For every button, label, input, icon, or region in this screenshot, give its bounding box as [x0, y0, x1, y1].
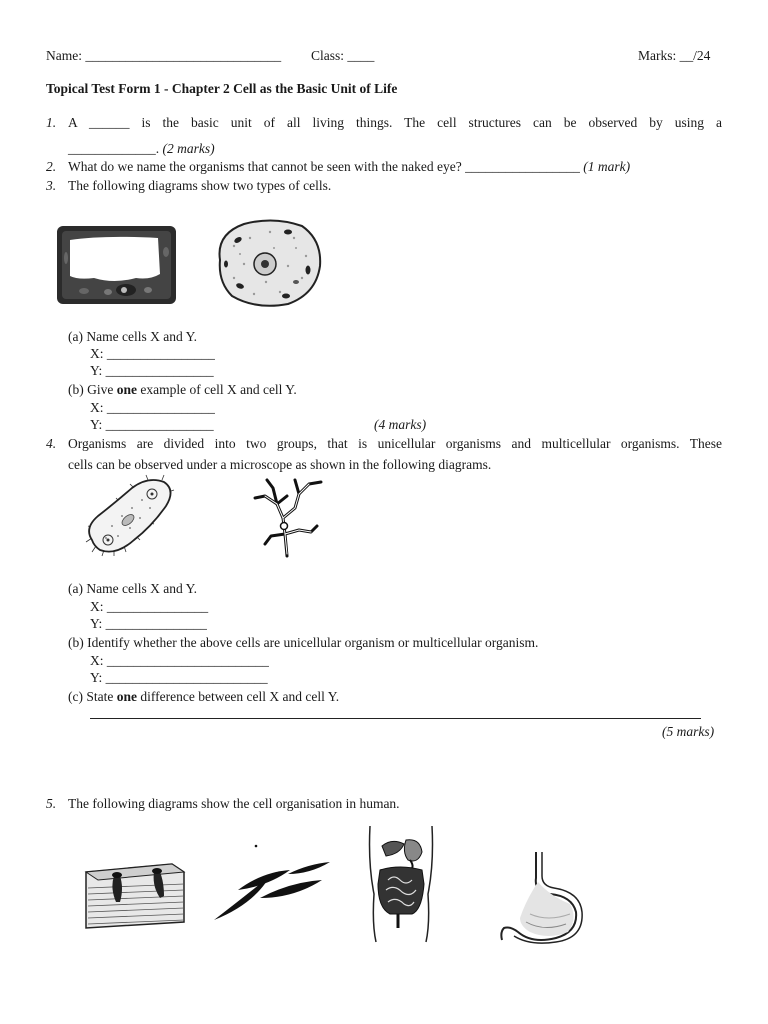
question-4-marks: (5 marks)	[662, 724, 715, 739]
question-3a	[68, 329, 197, 345]
question-3b-answer-y: Y: ________________	[90, 417, 214, 432]
paramecium-diagram	[82, 474, 178, 558]
question-3b-text-pre: Give	[87, 382, 117, 397]
question-4-number: 4.	[46, 436, 57, 451]
question-4b-answer-y: Y: ________________________	[90, 670, 268, 685]
question-4b-answer-x: X: ________________________	[90, 653, 269, 668]
question-3b-text-bold: one	[116, 382, 137, 397]
question-4-text-line2: cells can be observed under a microscope as shown in the following diagrams.	[68, 457, 492, 472]
question-4b	[68, 635, 538, 651]
question-4-text-line1: Organisms are divided into two groups, that is unicellular organisms and multicellular organisms. These	[68, 436, 722, 451]
question-4a-answer-x: X: _______________	[90, 599, 209, 614]
question-3a-label: (a)	[68, 329, 83, 344]
question-3a-text: Name cells X and Y.	[86, 329, 197, 344]
question-2	[68, 159, 630, 175]
marks-total-label: Marks: __/24	[638, 48, 711, 63]
question-4a-label: (a)	[68, 581, 83, 596]
question-4a	[68, 581, 197, 597]
question-4b-label: (b)	[68, 635, 84, 650]
question-3b-answer-x: X: ________________	[90, 400, 215, 415]
question-1-number: 1.	[46, 115, 57, 130]
question-3b-text-post: example of cell X and cell Y.	[137, 382, 297, 397]
tissue-diagram	[80, 858, 190, 930]
question-1-blank-line: _____________.	[68, 141, 160, 156]
question-4b-text: Identify whether the above cells are unicellular organism or multicellular organism.	[87, 635, 539, 650]
question-3b-label: (b)	[68, 382, 84, 397]
question-4c	[68, 689, 339, 705]
question-4a-text: Name cells X and Y.	[86, 581, 197, 596]
class-field-label: Class: ____	[311, 48, 375, 63]
name-field-label: Name: _____________________________	[46, 48, 282, 63]
question-4c-label: (c)	[68, 689, 83, 704]
question-3a-answer-y: Y: ________________	[90, 363, 214, 378]
question-3-number: 3.	[46, 178, 57, 193]
stomach-diagram	[496, 848, 586, 944]
page-title: Topical Test Form 1 - Chapter 2 Cell as the Basic Unit of Life	[46, 81, 398, 96]
nerve-cell-diagram	[247, 474, 327, 558]
animal-cell-diagram	[210, 216, 326, 310]
question-1-blank	[68, 141, 215, 157]
question-4c-text-pre: State	[86, 689, 117, 704]
plant-cell-diagram	[54, 222, 180, 308]
question-4c-text-bold: one	[116, 689, 137, 704]
question-4a-answer-y: Y: _______________	[90, 616, 207, 631]
question-2-text: What do we name the organisms that cannot be seen with the naked eye? _________________	[68, 159, 580, 174]
question-3b	[68, 382, 297, 398]
question-3-intro: The following diagrams show two types of cells.	[68, 178, 332, 193]
question-5-text: The following diagrams show the cell organisation in human.	[68, 796, 400, 811]
question-4c-text-post: difference between cell X and cell Y.	[136, 689, 340, 704]
question-2-marks: (1 mark)	[583, 159, 631, 174]
question-1-text: A ______ is the basic unit of all living things. The cell structures can be observed by using a	[68, 115, 722, 130]
question-3-marks: (4 marks)	[374, 417, 427, 432]
human-digestive-system-diagram	[364, 824, 438, 944]
question-3a-answer-x: X: ________________	[90, 346, 215, 361]
question-4c-answer-line	[90, 718, 701, 719]
question-5-number: 5.	[46, 796, 57, 811]
question-2-number: 2.	[46, 159, 57, 174]
question-1-marks: (2 marks)	[162, 141, 215, 156]
muscle-cells-diagram	[210, 842, 334, 928]
